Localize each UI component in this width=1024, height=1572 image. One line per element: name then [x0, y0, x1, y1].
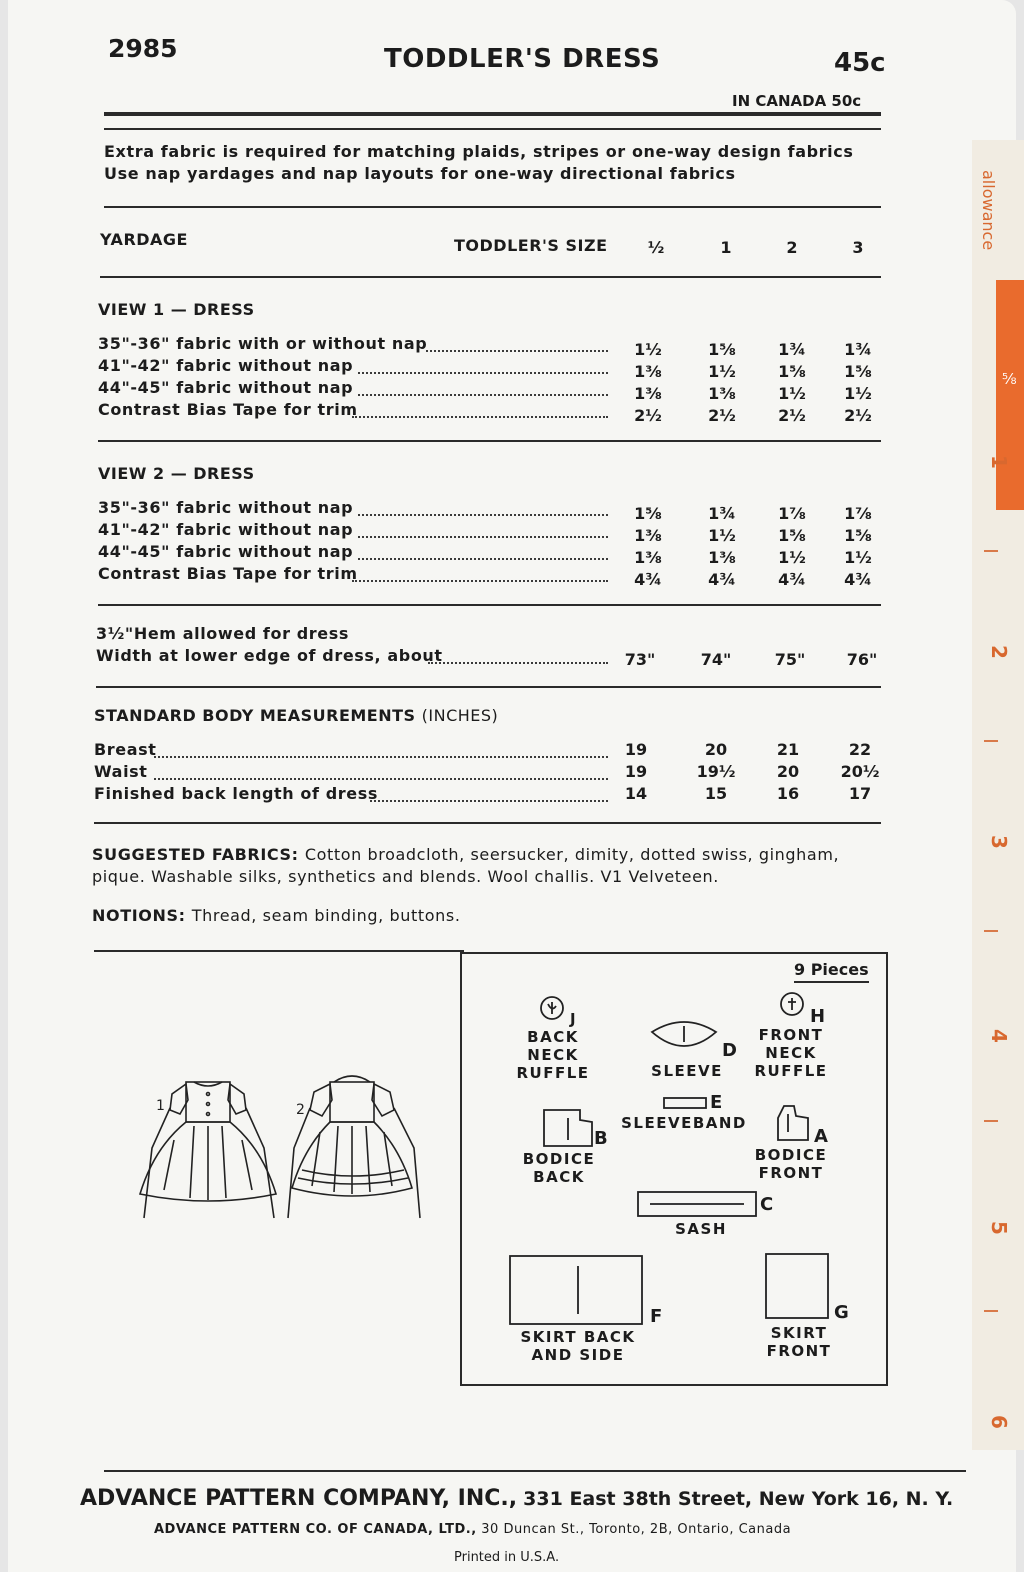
hem-width-value: 74"	[700, 650, 732, 669]
measurement-value: 20½	[840, 762, 880, 781]
ruler-fraction: ⅝	[1002, 370, 1017, 388]
yardage-value: 1½	[844, 384, 872, 403]
divider	[98, 604, 881, 606]
company-address: 331 East 38th Street, New York 16, N. Y.	[523, 1488, 954, 1510]
yardage-value: 1¾	[708, 504, 736, 523]
yardage-row-label: Contrast Bias Tape for trim	[98, 564, 358, 583]
leader-dots	[154, 756, 608, 758]
piece-letter: A	[814, 1126, 828, 1147]
view2-title: VIEW 2 — DRESS	[98, 464, 255, 483]
yardage-value: 1½	[844, 548, 872, 567]
piece-letter: C	[760, 1194, 774, 1215]
leader-dots	[370, 800, 608, 802]
yardage-value: 1⅝	[778, 526, 806, 545]
yardage-value: 1½	[708, 526, 736, 545]
notions-label: NOTIONS:	[92, 906, 186, 925]
fabrics-line2: pique. Washable silks, synthetics and blends. Wool challis. V1 Velveteen.	[92, 867, 719, 886]
measurement-value: 22	[848, 740, 872, 759]
pattern-envelope	[8, 0, 1016, 1572]
yardage-value: 4¾	[778, 570, 806, 589]
leader-dots	[352, 416, 608, 418]
piece-letter: E	[710, 1092, 723, 1113]
yardage-value: 1½	[778, 384, 806, 403]
measurement-value: 15	[704, 784, 728, 803]
yardage-value: 1⅝	[844, 362, 872, 381]
divider	[100, 276, 881, 278]
measurement-value: 19	[624, 740, 648, 759]
view-number: 2	[296, 1102, 305, 1118]
yardage-value: 1⅝	[708, 340, 736, 359]
printed-in: Printed in U.S.A.	[454, 1550, 560, 1565]
yardage-value: 1½	[708, 362, 736, 381]
pattern-number: 2985	[108, 34, 178, 63]
suggested-fabrics	[92, 845, 839, 864]
yardage-row-label: 44"-45" fabric without nap	[98, 378, 354, 397]
ruler-number: 6	[986, 1415, 1011, 1429]
size-header: ½	[647, 238, 665, 257]
piece-name: SLEEVE	[651, 1062, 723, 1080]
bodice-back-piece	[540, 1106, 596, 1150]
view-number: 1	[156, 1098, 165, 1114]
hem-allowance: 3½"Hem allowed for dress	[96, 624, 349, 643]
piece-name: SASH	[675, 1220, 727, 1238]
ruler-tick	[984, 550, 998, 552]
yardage-value: 1⅜	[708, 384, 736, 403]
yardage-label: YARDAGE	[100, 230, 188, 249]
piece-letter: H	[810, 1006, 826, 1027]
piece-letter: B	[594, 1128, 608, 1149]
piece-letter: G	[834, 1302, 849, 1323]
piece-name: BACK NECK RUFFLE	[516, 1028, 590, 1082]
yardage-value: 1½	[634, 340, 662, 359]
measurements-title	[94, 706, 498, 725]
measurement-value: 20	[776, 762, 800, 781]
fabrics-label: SUGGESTED FABRICS:	[92, 845, 299, 864]
yardage-value: 2½	[778, 406, 806, 425]
measurement-value: 21	[776, 740, 800, 759]
ruler-number: 1	[986, 455, 1011, 469]
measurement-value: 19½	[696, 762, 736, 781]
view1-title: VIEW 1 — DRESS	[98, 300, 255, 319]
size-label: TODDLER'S SIZE	[454, 236, 608, 255]
hem-width-value: 75"	[774, 650, 806, 669]
yardage-value: 1¾	[844, 340, 872, 359]
piece-letter: F	[650, 1306, 663, 1327]
size-header: 3	[852, 238, 864, 257]
canada-price: IN CANADA 50c	[732, 92, 862, 110]
yardage-value: 1⅞	[844, 504, 872, 523]
piece-letter: J	[570, 1010, 576, 1028]
yardage-value: 1⅝	[634, 504, 662, 523]
leader-dots	[426, 350, 608, 352]
yardage-row-label: 41"-42" fabric without nap	[98, 356, 354, 375]
measurement-value: 17	[848, 784, 872, 803]
company-name: ADVANCE PATTERN COMPANY, INC.,	[80, 1486, 518, 1511]
canada-line	[154, 1522, 791, 1537]
piece-name: SKIRT BACK AND SIDE	[520, 1328, 636, 1364]
front-neck-ruffle-piece	[778, 990, 808, 1020]
sleeveband-piece	[662, 1096, 708, 1110]
ruler-number: 5	[986, 1221, 1011, 1235]
piece-name: BODICE BACK	[522, 1150, 596, 1186]
leader-dots	[358, 394, 608, 396]
ruler-number: 3	[986, 835, 1011, 849]
yardage-value: 1⅜	[634, 526, 662, 545]
canada-address: 30 Duncan St., Toronto, 2B, Ontario, Canada	[481, 1522, 792, 1537]
divider	[94, 822, 881, 824]
bodice-front-piece	[774, 1102, 814, 1144]
skirt-front-piece	[762, 1252, 832, 1322]
measurements-unit: (INCHES)	[421, 706, 499, 725]
yardage-value: 1⅜	[634, 384, 662, 403]
measurement-value: 20	[704, 740, 728, 759]
piece-name: SKIRT FRONT	[766, 1324, 832, 1360]
yardage-value: 2½	[708, 406, 736, 425]
yardage-row-label: Contrast Bias Tape for trim	[98, 400, 358, 419]
divider	[96, 686, 881, 688]
yardage-value: 4¾	[844, 570, 872, 589]
divider	[104, 206, 881, 208]
piece-name: SLEEVEBAND	[621, 1114, 747, 1132]
pieces-count: 9 Pieces	[794, 960, 869, 983]
measurements-title-text: STANDARD BODY MEASUREMENTS	[94, 706, 416, 725]
dress-illustrations	[134, 1058, 434, 1238]
ruler-allowance-label: allowance	[979, 170, 998, 251]
yardage-value: 1½	[778, 548, 806, 567]
measurement-label: Breast	[94, 740, 157, 759]
yardage-value: 1⅜	[708, 548, 736, 567]
page-title: TODDLER'S DRESS	[384, 44, 661, 74]
piece-name: BODICE FRONT	[754, 1146, 828, 1182]
ruler-number: 4	[986, 1029, 1011, 1043]
yardage-row-label: 41"-42" fabric without nap	[98, 520, 354, 539]
yardage-value: 1⅜	[634, 362, 662, 381]
yardage-value: 1⅝	[778, 362, 806, 381]
yardage-row-label: 44"-45" fabric without nap	[98, 542, 354, 561]
hem-width-value: 76"	[846, 650, 878, 669]
ruler-seam-bar	[996, 280, 1024, 510]
piece-name: FRONT NECK RUFFLE	[754, 1026, 828, 1080]
size-header: 1	[720, 238, 732, 257]
measurement-value: 19	[624, 762, 648, 781]
header-rule	[104, 112, 881, 116]
yardage-value: 1⅞	[778, 504, 806, 523]
measurement-value: 14	[624, 784, 648, 803]
measurement-label: Finished back length of dress	[94, 784, 378, 803]
ruler	[972, 140, 1024, 1450]
yardage-value: 1⅜	[634, 548, 662, 567]
price: 45c	[834, 48, 886, 78]
yardage-row-label: 35"-36" fabric with or without nap	[98, 334, 428, 353]
piece-letter: D	[722, 1040, 737, 1061]
header-rule-2	[104, 128, 881, 130]
leader-dots	[358, 514, 608, 516]
sleeve-piece	[648, 1018, 720, 1052]
company-line	[80, 1486, 953, 1511]
back-neck-ruffle-piece	[538, 994, 568, 1024]
measurement-value: 16	[776, 784, 800, 803]
hem-width-value: 73"	[624, 650, 656, 669]
fabrics-line1: Cotton broadcloth, seersucker, dimity, dotted swiss, gingham,	[304, 845, 840, 864]
yardage-value: 2½	[634, 406, 662, 425]
canada-company: ADVANCE PATTERN CO. OF CANADA, LTD.,	[154, 1522, 477, 1537]
note-line: Use nap yardages and nap layouts for one-way directional fabrics	[104, 164, 736, 183]
measurement-label: Waist	[94, 762, 148, 781]
ruler-tick	[984, 1120, 998, 1122]
footer-rule	[104, 1470, 966, 1472]
leader-dots	[358, 536, 608, 538]
leader-dots	[154, 778, 608, 780]
leader-dots	[428, 662, 608, 664]
divider	[94, 950, 464, 952]
hem-width-label: Width at lower edge of dress, about	[96, 646, 443, 665]
leader-dots	[358, 372, 608, 374]
yardage-value: 1¾	[778, 340, 806, 359]
leader-dots	[358, 558, 608, 560]
ruler-tick	[984, 740, 998, 742]
size-header: 2	[786, 238, 798, 257]
leader-dots	[352, 580, 608, 582]
ruler-number: 2	[986, 645, 1011, 659]
notions-text: Thread, seam binding, buttons.	[191, 906, 461, 925]
yardage-value: 4¾	[708, 570, 736, 589]
divider	[98, 440, 881, 442]
note-line: Extra fabric is required for matching plaids, stripes or one-way design fabrics	[104, 142, 854, 161]
yardage-value: 2½	[844, 406, 872, 425]
yardage-row-label: 35"-36" fabric without nap	[98, 498, 354, 517]
skirt-back-and-side-piece	[506, 1254, 650, 1328]
yardage-value: 1⅝	[844, 526, 872, 545]
yardage-value: 4¾	[634, 570, 662, 589]
sash-piece	[636, 1190, 760, 1218]
ruler-tick	[984, 930, 998, 932]
notions	[92, 906, 461, 925]
ruler-tick	[984, 1310, 998, 1312]
